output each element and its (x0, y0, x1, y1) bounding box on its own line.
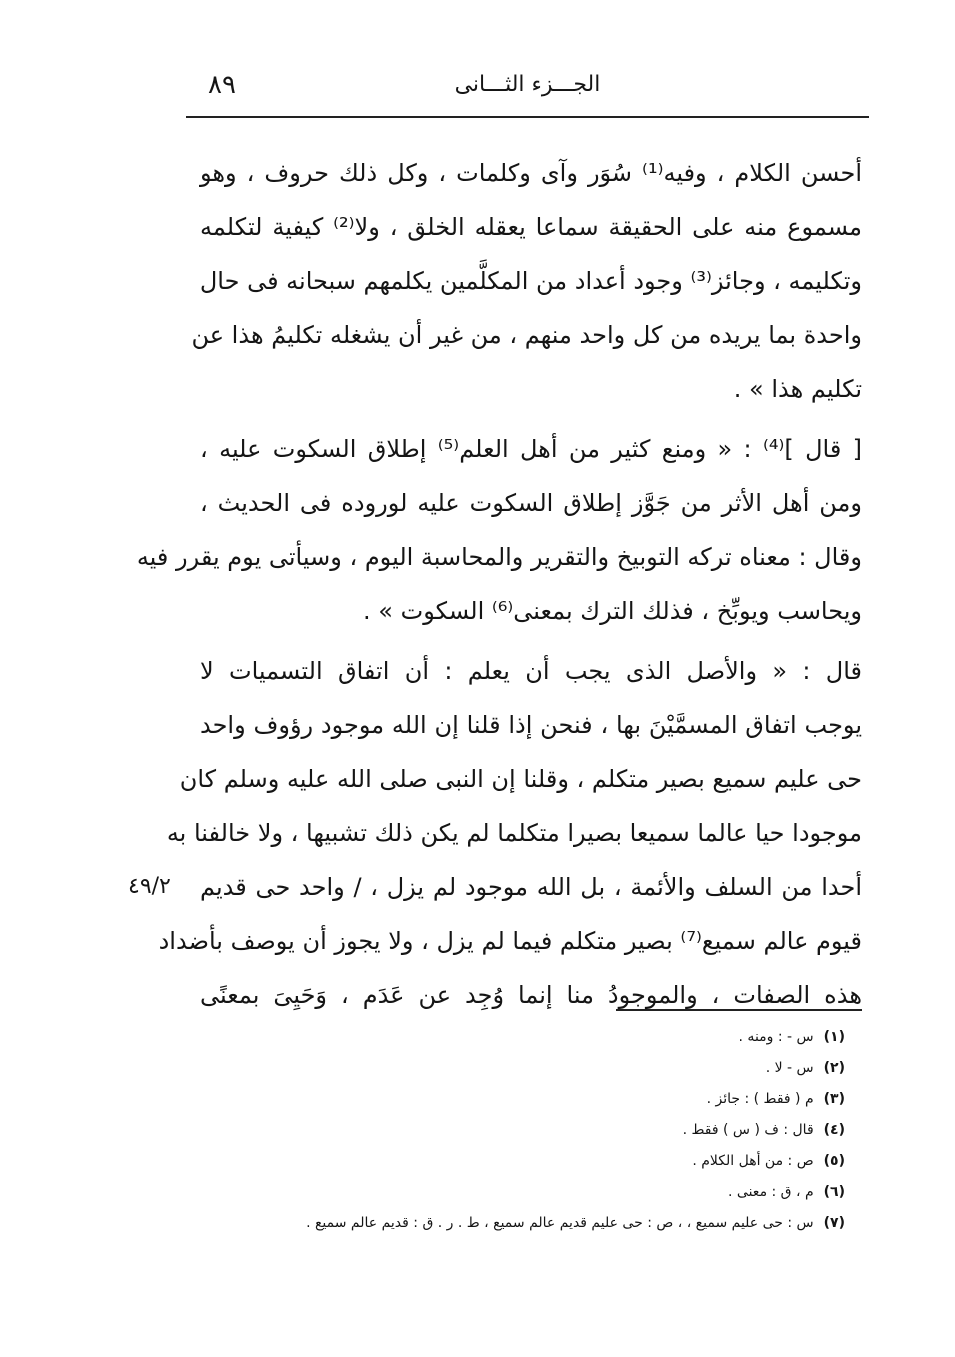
footnote-number: (٦) (823, 1184, 845, 1200)
footnote-item (125, 1146, 845, 1177)
footnote-number: (٢) (823, 1060, 845, 1076)
footnote-text: س - لا . (765, 1060, 814, 1076)
footnote-item (125, 1084, 845, 1115)
running-title: الجـــزء الثـــانى (454, 72, 601, 97)
margin-manuscript-reference: ٤٩/٢ (128, 874, 171, 899)
text-line: هذه الصفات ، والموجودُ منا إنما وُجِد عن عَدَم ، وَحَيِىَ بمعنًى (200, 981, 862, 1009)
footnote-divider (616, 1009, 862, 1011)
footnote-number: (٤) (823, 1122, 845, 1138)
text-line: تكليم هذا » . (733, 375, 862, 403)
header-divider (186, 116, 869, 118)
footnote-item (125, 1177, 845, 1208)
text-line: موجودا حيا عالما سميعا بصيرا متكلما لم يكن ذلك تشبيها ، ولا خالفنا به (166, 819, 862, 847)
text-line: مسموع منه على الحقيقة سماعا يعقله الخلق ، ولا⁽²⁾ كيفية لتكلمه (200, 213, 862, 241)
footnote-item (125, 1208, 845, 1239)
text-line: حى عليم سميع بصير متكلم ، وقلنا إن النبى صلى الله عليه وسلم كان (179, 765, 862, 793)
text-line: ويحاسب ويوبِّخ ، فذلك الترك بمعنى⁽⁶⁾ السكوت » . (363, 597, 862, 625)
footnote-text: قال : ف ( س ) فقط . (682, 1122, 814, 1138)
text-line: قيوم عالم سميع⁽⁷⁾ بصير متكلم فيما لم يزل ، ولا يجوز أن يوصف بأضداد (158, 927, 862, 955)
text-line: أحسن الكلام ، وفيه⁽¹⁾ سُوَر وآى وكلمات ، وكل ذلك حروف ، وهو (200, 159, 863, 187)
text-line: ومن أهل الأثر من جَوَّز إطلاق السكوت عليه لوروده فى الحديث ، (200, 489, 862, 517)
footnotes (125, 1022, 845, 1239)
footnote-number: (٧) (823, 1215, 845, 1231)
footnote-number: (٣) (823, 1091, 845, 1107)
page-number: ٨٩ (208, 70, 236, 100)
footnote-number: (١) (823, 1029, 845, 1045)
footnote-number: (٥) (823, 1153, 845, 1169)
footnote-item (125, 1022, 845, 1053)
footnote-text: س : حى عليم سميع ، ، ص : حى عليم قديم عالم سميع ، ط . ر . ق : قديم عالم سميع . (306, 1215, 814, 1231)
footnote-item (125, 1115, 845, 1146)
text-line: وتكليمه ، وجائز⁽³⁾ وجود أعداد من المكلَّمين يكلمهم سبحانه فى حال (199, 267, 862, 295)
footnote-item (125, 1053, 845, 1084)
text-line: وقال : معناه تركه التوبيخ والتقرير والمحاسبة اليوم ، وسيأتى يوم يقرر فيه (136, 543, 862, 571)
text-line: واحدة بما يريده من كل واحد منهم ، من غير أن يشغله تكليمُ هذا عن (191, 321, 862, 349)
footnote-text: م ( فقط ) : جائز . (706, 1091, 814, 1107)
footnote-text: ص : من أهل الكلام . (692, 1153, 814, 1169)
text-line: أحدا من السلف والأئمة ، بل الله موجود لم يزل ، / واحد حى قديم (200, 873, 862, 901)
text-line: يوجب اتفاق المسمَّيْنَ بها ، فنحن إذا قلنا إن الله موجود رؤوف واحد (200, 711, 862, 739)
footnote-text: م ، ق : معنى . (728, 1184, 814, 1200)
text-line: قال : « والأصل الذى يجب أن يعلم : أن اتفاق التسميات لا (200, 657, 862, 685)
text-line: [ قال ]⁽⁴⁾ : « ومنع كثير من أهل العلم⁽⁵⁾ إطلاق السكوت عليه ، (200, 435, 862, 463)
page-header (186, 70, 869, 108)
footnote-text: س - : ومنه . (738, 1029, 814, 1045)
